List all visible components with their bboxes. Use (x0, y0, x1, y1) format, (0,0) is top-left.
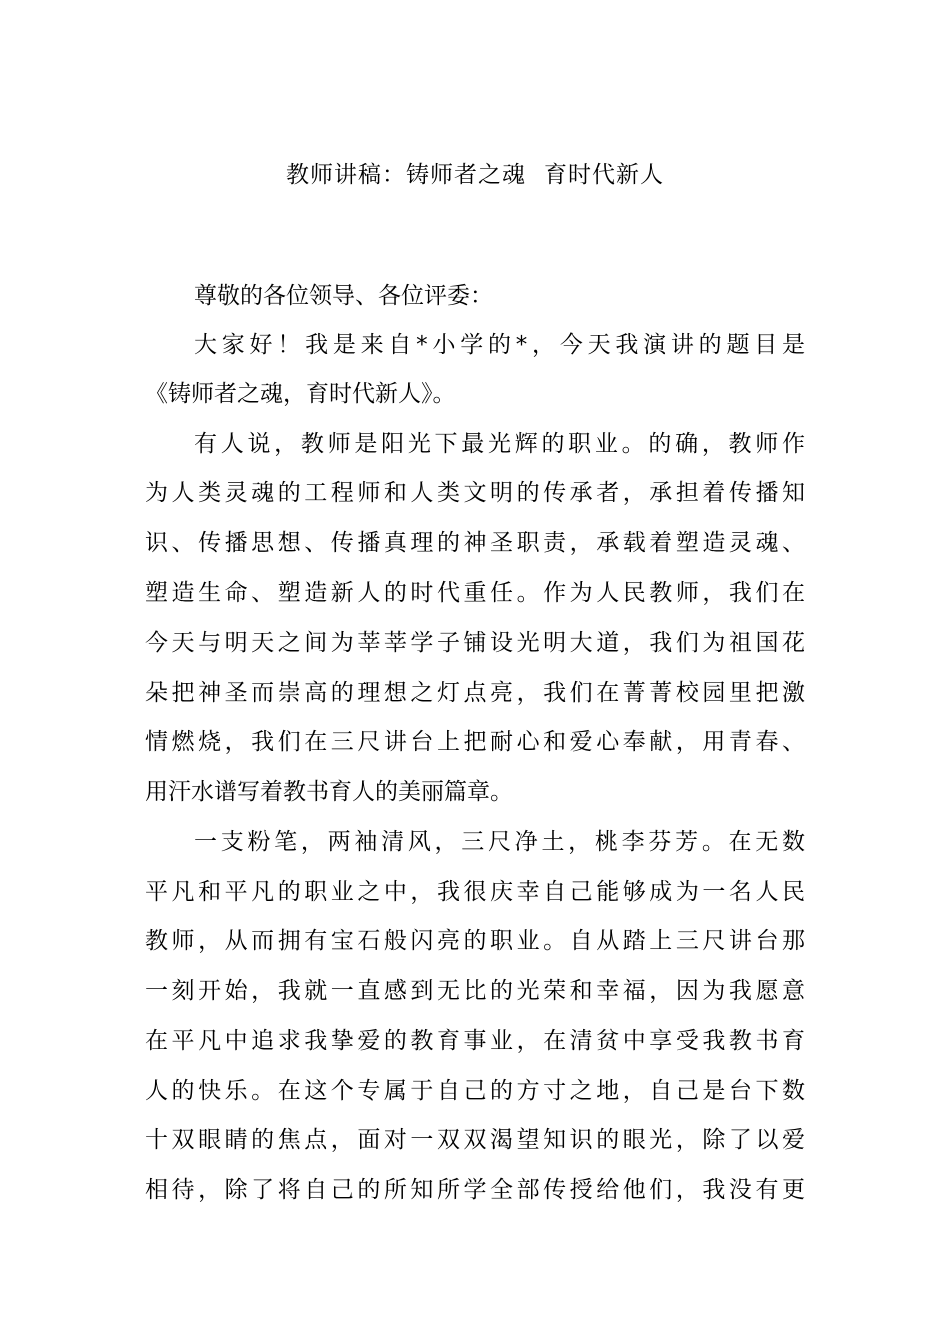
title-main: 教师讲稿：铸师者之魂 (286, 162, 526, 188)
text-line: 平凡和平凡的职业之中，我很庆幸自己能够成为一名人民 (145, 879, 805, 905)
text-line: 相待，除了将自己的所知所学全部传授给他们，我没有更 (145, 1177, 805, 1203)
text-line: 识、传播思想、传播真理的神圣职责，承载着塑造灵魂、 (145, 530, 805, 556)
text-line: 人的快乐。在这个专属于自己的方寸之地，自己是台下数 (145, 1078, 805, 1104)
document-title (0, 157, 950, 193)
text-line: 教师，从而拥有宝石般闪亮的职业。自从踏上三尺讲台那 (145, 928, 805, 954)
text-line: 情燃烧，我们在三尺讲台上把耐心和爱心奉献，用青春、 (145, 729, 805, 755)
text-line: 今天与明天之间为莘莘学子铺设光明大道，我们为祖国花 (145, 630, 805, 656)
text-line: 有人说，教师是阳光下最光辉的职业。的确，教师作 (194, 431, 805, 457)
text-line: 大家好！我是来自*小学的*，今天我演讲的题目是 (194, 332, 805, 358)
text-line: 《铸师者之魂，育时代新人》。 (145, 381, 456, 407)
salutation-line: 尊敬的各位领导、各位评委： (194, 283, 493, 309)
text-line: 为人类灵魂的工程师和人类文明的传承者，承担着传播知 (145, 480, 805, 506)
text-line: 用汗水谱写着教书育人的美丽篇章。 (145, 779, 513, 805)
text-line: 在平凡中追求我挚爱的教育事业，在清贫中享受我教书育 (145, 1028, 805, 1054)
text-line: 塑造生命、塑造新人的时代重任。作为人民教师，我们在 (145, 580, 805, 606)
text-line: 一支粉笔，两袖清风，三尺净土，桃李芬芳。在无数 (194, 829, 805, 855)
text-line: 朵把神圣而崇高的理想之灯点亮，我们在菁菁校园里把激 (145, 680, 805, 706)
title-sub: 育时代新人 (544, 162, 664, 188)
text-line: 十双眼睛的焦点，面对一双双渴望知识的眼光，除了以爱 (145, 1127, 805, 1153)
text-line: 一刻开始，我就一直感到无比的光荣和幸福，因为我愿意 (145, 978, 805, 1004)
